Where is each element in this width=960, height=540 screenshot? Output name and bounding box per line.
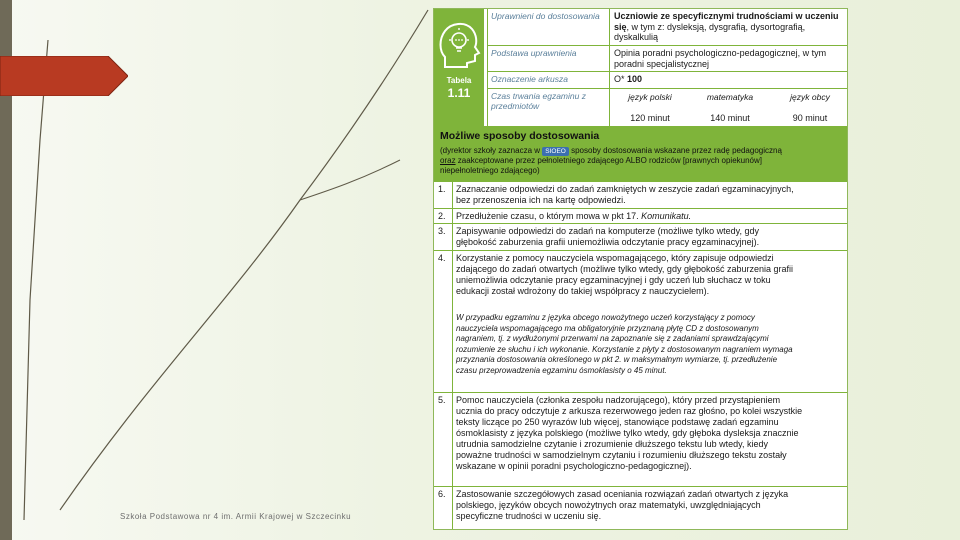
section-desc-underlined: oraz — [440, 156, 456, 165]
section-title: Możliwe sposoby dostosowania — [440, 130, 600, 142]
section-desc-part: (dyrektor szkoły zaznacza w — [440, 146, 541, 155]
header-label: Czas trwania egzaminu z przedmiotów — [488, 89, 610, 126]
item-line-italic: Komunikatu. — [641, 211, 692, 221]
header-value-bold: Uczniowie ze specyficznymi trudnościami w uczeniu się — [614, 11, 839, 32]
section-description — [440, 146, 843, 176]
head-lightbulb-icon — [437, 17, 481, 73]
header-row-duration — [488, 89, 848, 126]
note-line: W przypadku egzaminu z języka obcego nowożytnego uczeń korzystający z pomocy — [456, 313, 755, 322]
header-value — [610, 9, 848, 45]
list-item — [434, 224, 848, 251]
item-line: polskiego, języków obcych nowożytnych oraz matematyki, uwzględniających — [456, 500, 761, 510]
item-number: 1. — [438, 184, 446, 194]
item-text — [456, 226, 844, 248]
header-grid — [487, 9, 848, 126]
sheet-code: 100 — [627, 74, 643, 84]
note-line: nagraniem, tj. z wydłużonymi przerwami na zapoznanie się z zadaniami sprawdzającymi — [456, 334, 769, 343]
item-line: ósmoklasisty z języka polskiego (możliwe tylko wtedy, gdy głęboka dysleksja znacznie — [456, 428, 799, 438]
adjustments-section — [434, 126, 848, 182]
subject-column — [690, 89, 770, 126]
subject-column — [610, 89, 690, 126]
section-desc-part: sposoby dostosowania wskazane przez radę pedagogiczną — [571, 146, 782, 155]
item-line: Zaznaczanie odpowiedzi do zadań zamkniętych w zeszycie zadań egzaminacyjnych, — [456, 184, 794, 194]
item-text — [456, 489, 844, 522]
item-line: ucznia do pracy odczytuje z arkusza rezerwowego jeden raz głośno, po kolei wszystkie — [456, 406, 803, 416]
header-row-sheet — [488, 72, 848, 89]
header-label: Uprawnieni do dostosowania — [488, 9, 610, 45]
note-line: przyznania dostosowania określonego w pkt 2. w maksymalnym wymiarze, tj. przedłużenie — [456, 355, 778, 364]
subject-name: język polski — [628, 92, 672, 102]
subject-time: 90 minut — [792, 113, 828, 123]
item-line: Zapisywanie odpowiedzi do zadań na komputerze (możliwe tylko wtedy, gdy — [456, 226, 759, 236]
item-note — [456, 313, 844, 376]
sheet-prefix: O* — [614, 74, 625, 84]
item-line: Zastosowanie szczegółowych zasad oceniania rozwiązań zadań otwartych z języka — [456, 489, 789, 499]
table-header — [434, 9, 848, 126]
item-number: 2. — [438, 211, 446, 221]
item-number: 4. — [438, 253, 446, 263]
table-label-column — [434, 9, 484, 126]
item-line: edukacji został wdrożony do takiej współpracy z nauczycielem). — [456, 286, 710, 296]
item-line: bez przenoszenia ich na kartę odpowiedzi. — [456, 195, 626, 205]
item-line: Pomoc nauczyciela (członka zespołu nadzorującego), który przed przystąpieniem — [456, 395, 781, 405]
item-line: wskazane w opinii poradni psychologiczno-pedagogicznej). — [456, 461, 692, 471]
subject-name: język obcy — [790, 92, 830, 102]
item-line: Przedłużenie czasu, o którym mowa w pkt 17. — [456, 211, 639, 221]
item-line: teksty liczące po 250 wyrazów lub więcej, stanowiące podstawę zadań egzaminu — [456, 417, 779, 427]
header-value: Opinia poradni psychologiczno-pedagogicznej, w tym poradni specjalistycznej — [614, 48, 827, 69]
header-row-basis — [488, 46, 848, 72]
item-text — [456, 211, 844, 222]
item-text — [456, 184, 844, 206]
item-number: 3. — [438, 226, 446, 236]
item-text — [456, 395, 844, 472]
section-desc-part: niepełnoletniego zdającego) — [440, 166, 540, 175]
list-item — [434, 251, 848, 393]
item-line: uniemożliwia odczytanie pracy egzaminacyjnej i gdy uczeń lub słuchacz w toku — [456, 275, 771, 285]
note-line: nauczyciela wspomagającego ma obligatoryjnie przyznaną płytę CD z dostosowanym — [456, 323, 759, 333]
document-table — [433, 8, 848, 530]
item-line: Korzystanie z pomocy nauczyciela wspomagającego, który zapisuje odpowiedzi — [456, 253, 774, 263]
list-item — [434, 209, 848, 224]
item-number: 5. — [438, 395, 446, 405]
subject-time: 120 minut — [630, 113, 670, 123]
item-line: specyficzne trudności w uczeniu się. — [456, 511, 602, 521]
note-line: rozumienie ze słuchu i ich wykonanie. Korzystanie z płyty z dostosowanym nagraniem wymaga — [456, 344, 793, 354]
item-line: poważne trudności w samodzielnym czytaniu i rozumieniu dłuższego tekstu zostały — [456, 450, 787, 460]
header-row-eligible — [488, 9, 848, 46]
subject-name: matematyka — [706, 92, 754, 102]
red-arrow-shape — [0, 56, 128, 96]
item-number: 6. — [438, 489, 446, 499]
header-label: Podstawa uprawnienia — [488, 46, 610, 71]
note-line: czasu przeprowadzenia egzaminu ósmoklasisty o 45 minut. — [456, 365, 667, 375]
table-number: 1.11 — [447, 86, 471, 100]
header-value — [610, 72, 848, 88]
list-item — [434, 182, 848, 209]
item-line: utrudnia samodzielne czytanie i zrozumienie dłuższego tekstu lub wtedy, kiedy — [456, 439, 768, 449]
table-label: Tabela — [446, 76, 472, 85]
header-value-rest: , w tym z: dysleksją, dysgrafią, dysortografią, dyskalkulią — [614, 21, 806, 42]
sioeo-badge: SIOEO — [542, 147, 569, 156]
item-line: głębokość zaburzenia grafii uniemożliwia odczytanie pracy egzaminacyjnej). — [456, 237, 760, 247]
subject-column — [770, 89, 848, 126]
item-text — [456, 253, 844, 297]
header-label: Oznaczenie arkusza — [488, 72, 610, 88]
subject-columns — [610, 89, 848, 126]
footer-school-name: Szkoła Podstawowa nr 4 im. Armii Krajowej w Szczecinku — [120, 512, 352, 521]
list-item — [434, 487, 848, 530]
item-line: zdającego do zadań otwartych (możliwe tylko wtedy, gdy głębokość zaburzenia grafii — [456, 264, 794, 274]
subject-time: 140 minut — [710, 113, 750, 123]
section-desc-part: zaakceptowane przez pełnoletniego zdającego ALBO rodziców [prawnych opiekunów] — [457, 156, 762, 165]
list-item — [434, 393, 848, 487]
